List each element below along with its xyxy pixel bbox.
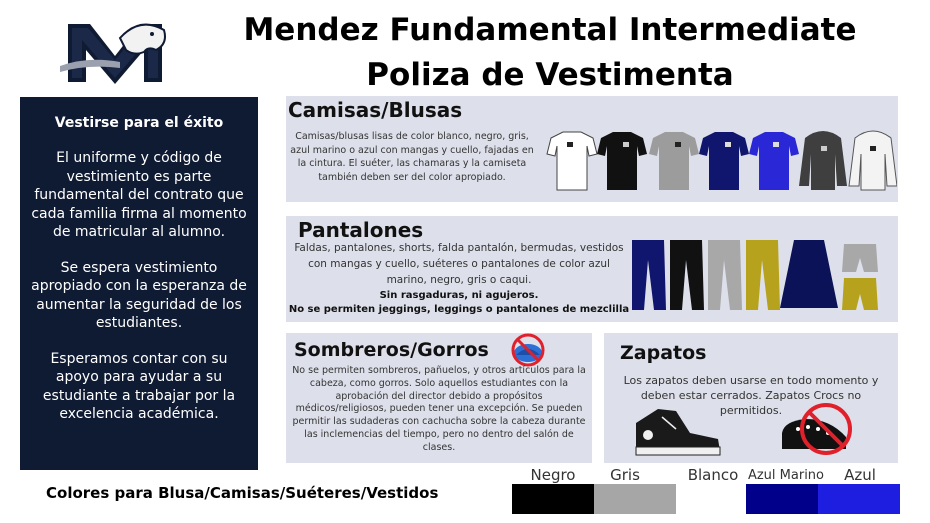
blue-polo-image	[749, 132, 799, 190]
swatch-label-azul: Azul	[844, 466, 876, 484]
pants-heading: Pantalones	[298, 218, 424, 242]
no-hat-icon	[508, 333, 548, 367]
shirts-images	[543, 124, 897, 194]
navy-polo-image	[699, 132, 749, 190]
shoes-panel	[604, 333, 898, 463]
shoes-heading: Zapatos	[620, 342, 707, 364]
shoes-text: Los zapatos deben usarse en todo momento y deben estar cerrados. Zapatos Crocs no permitidos.	[623, 374, 879, 417]
no-crocs-icon	[782, 405, 850, 453]
hats-panel	[286, 333, 592, 463]
page-title	[190, 8, 910, 98]
title-line-1: Mendez Fundamental Intermediate	[243, 12, 857, 48]
khaki-shorts-image	[842, 278, 878, 310]
white-polo-image	[547, 132, 597, 190]
pants-text: Faldas, pantalones, shorts, falda pantalón, bermudas, vestidos con mangas y cuello, suéteres o pantalones de color azul marino, negro, gris o caqui.	[294, 242, 624, 286]
pants-rule-1: Sin rasgaduras, ni agujeros.	[379, 290, 539, 301]
shirts-text: Camisas/blusas lisas de color blanco, negro, gris, azul marino o azul con mangas y cuello, fajadas en la cintura. El suéter, las chamaras y la camiseta también deben ser del color apropiado.	[290, 131, 534, 183]
sidebar-panel	[20, 97, 258, 470]
navy-pants-image	[632, 240, 666, 310]
white-hoodie-image	[849, 131, 897, 190]
swatch-label-gris: Gris	[610, 466, 640, 484]
gray-pants-image	[708, 240, 742, 310]
black-polo-image	[597, 132, 647, 190]
shirts-heading: Camisas/Blusas	[288, 98, 463, 122]
pants-rule-2: No se permiten jeggings, leggings o pantalones de mezclilla	[288, 304, 630, 315]
sidebar-paragraph-3: Esperamos contar con su apoyo para ayudar a su estudiante a trabajar por la excelencia académica.	[42, 350, 236, 422]
swatch-label-negro: Negro	[530, 466, 576, 484]
swatch-negro	[512, 484, 594, 514]
khaki-pants-image	[746, 240, 780, 310]
swatch-label-azul-marino: Azul Marino	[747, 468, 825, 483]
swatch-gris	[594, 484, 676, 514]
swatch-azul-marino	[746, 484, 818, 514]
swatch-azul	[818, 484, 900, 514]
shirts-panel	[286, 96, 898, 202]
pants-panel	[286, 216, 898, 322]
sidebar-heading: Vestirse para el éxito	[54, 115, 224, 131]
swatch-label-blanco: Blanco	[687, 466, 739, 484]
pants-images	[630, 236, 898, 314]
shoes-images	[632, 403, 892, 459]
gray-hoodie-image	[799, 131, 847, 190]
hats-heading: Sombreros/Gorros	[294, 339, 489, 361]
title-line-2: Poliza de Vestimenta	[366, 57, 734, 93]
swatch-blanco	[676, 484, 746, 514]
gray-shorts-image	[842, 244, 878, 272]
sneaker-image	[636, 409, 720, 455]
sidebar-paragraph-1: El uniforme y código de vestimiento es parte fundamental del contrato que cada familia firma al momento de matricular al alumno.	[31, 150, 247, 240]
hats-text: No se permiten sombreros, pañuelos, y otros artículos para la cabeza, como gorros. Solo aquellos estudiantes con la aprobación del director debido a propósitos médicos/religiosos, pueden tener una excepción. Se pueden permitir las sudaderas con cachucha sobre la cabeza durante las inclemencias del tiempo, pero no dentro del salón de clases.	[292, 365, 586, 453]
gray-polo-image	[649, 132, 699, 190]
colors-label: Colores para Blusa/Camisas/Suéteres/Vestidos	[46, 484, 439, 502]
black-pants-image	[670, 240, 704, 310]
mustang-logo	[60, 10, 170, 90]
sidebar-paragraph-2: Se espera vestimiento apropiado con la esperanza de aumentar la seguridad de los estudiantes.	[31, 259, 247, 331]
navy-skirt-image	[780, 240, 838, 308]
